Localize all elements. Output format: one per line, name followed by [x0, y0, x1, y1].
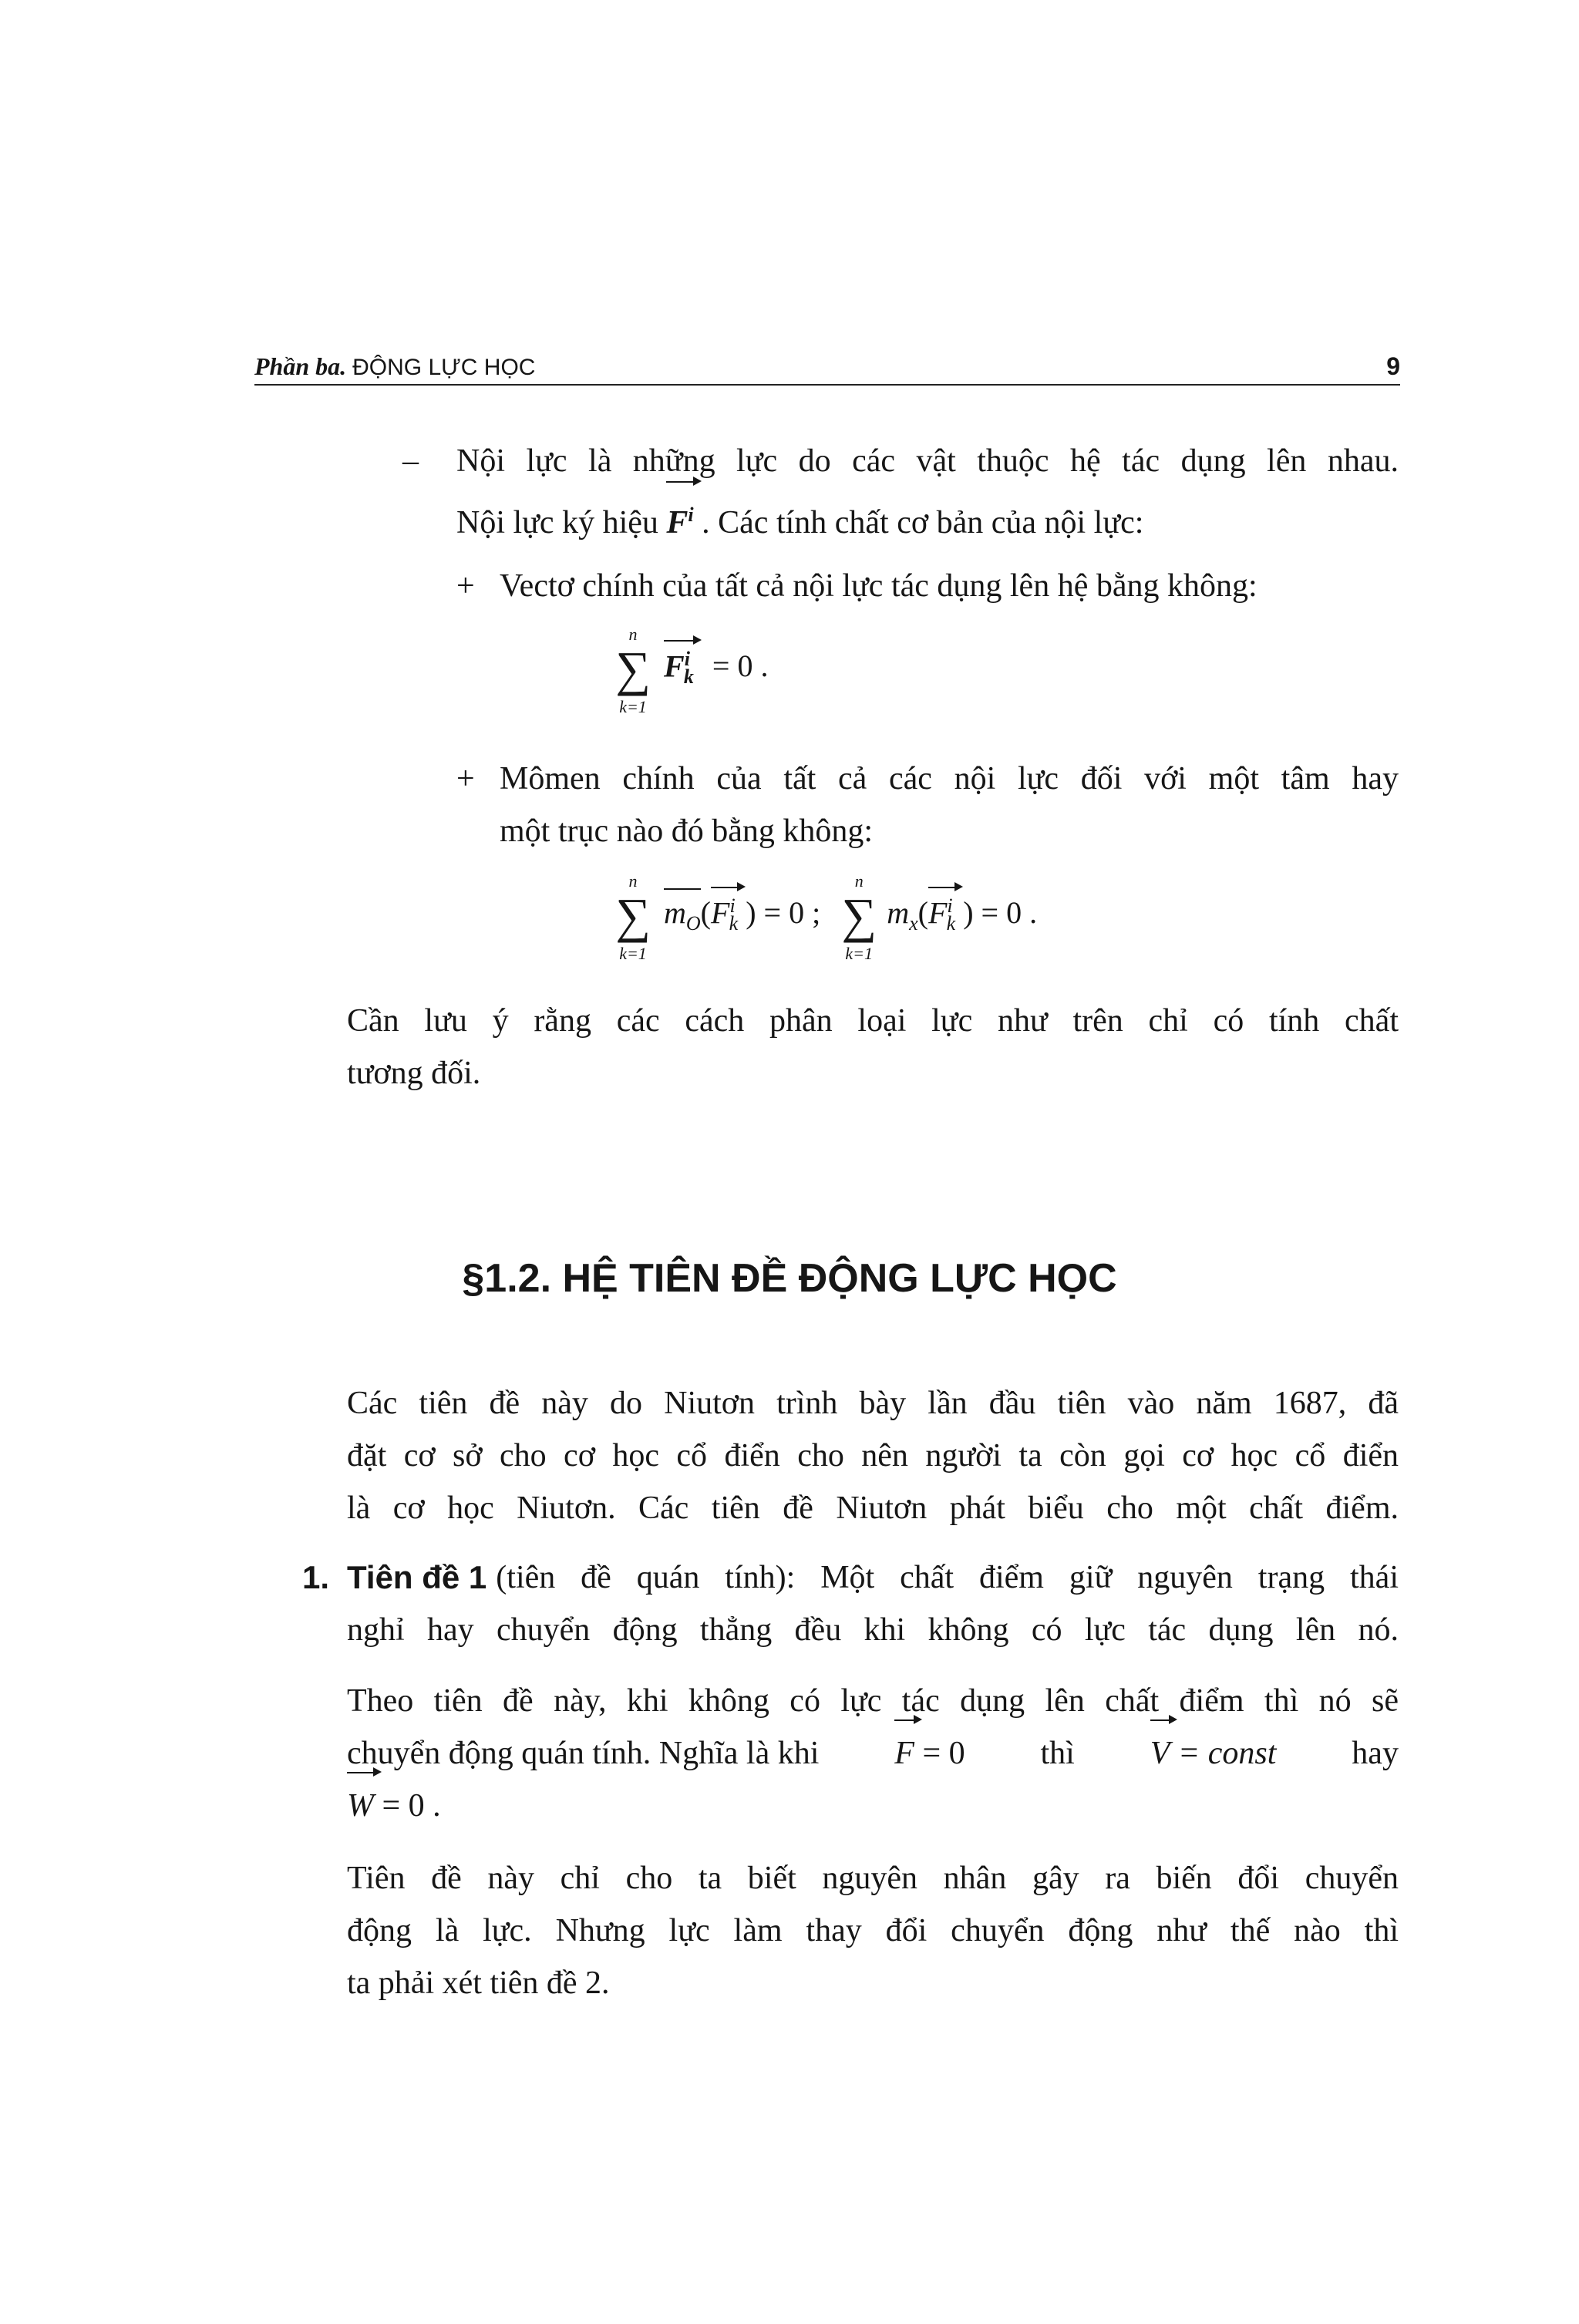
- property-2-line-2: một trục nào đó bằng không:: [500, 813, 874, 849]
- axiom-1-number: 1.: [302, 1559, 330, 1595]
- axiom-1-line-2: nghỉ hay chuyển động thẳng đều khi không có lực tác dụng lên nó.: [347, 1612, 1399, 1648]
- intro-line-2: đặt cơ sở cho cơ học cổ điển cho nên người ta còn gọi cơ học cổ điển: [347, 1438, 1399, 1474]
- axiom-1-label: Tiên đề 1: [347, 1559, 487, 1595]
- intro-line-1: Các tiên đề này do Niutơn trình bày lần đầu tiên vào năm 1687, đã: [347, 1386, 1399, 1421]
- axiom-1-explanation-line-2: chuyển động quán tính. Nghĩa là khi F = 0 thì V = const hay: [347, 1727, 1399, 1780]
- formula-sum-internal-forces: n ∑ k=1 $F^i_k = 0$ .: [613, 645, 768, 694]
- vector-fk-i: $F^i_k$: [928, 894, 956, 935]
- page-number: 9: [1386, 352, 1400, 380]
- vector-fk-i: $F^i_k$: [711, 894, 739, 935]
- note-line-1: Cần lưu ý rằng các cách phân loại lực như trên chỉ có tính chất: [347, 1003, 1399, 1039]
- section-heading: §1.2. HỆ TIÊN ĐỀ ĐỘNG LỰC HỌC: [462, 1256, 1117, 1301]
- axiom-1-explanation-line-1: Theo tiên đề này, khi không có lực tác dụng lên chất điểm thì nó sẽ: [347, 1683, 1399, 1719]
- part-label: Phần ba.: [254, 352, 347, 380]
- axiom-1-note-line-2: động là lực. Nhưng lực làm thay đổi chuyển động như thế nào thì: [347, 1913, 1399, 1948]
- vector-f: F: [894, 1727, 914, 1780]
- vector-w: W: [347, 1780, 374, 1832]
- axiom-1-explanation-line-3: W = 0 .: [347, 1780, 441, 1832]
- plus-bullet-2: +: [456, 761, 475, 797]
- property-2-line-1: Mômen chính của tất cả các nội lực đối với một tâm hay: [500, 761, 1399, 797]
- running-header-title: [254, 352, 535, 381]
- sum-symbol: n ∑ k=1: [615, 871, 651, 963]
- header-rule: [254, 384, 1400, 386]
- intro-line-3: là cơ học Niutơn. Các tiên đề Niutơn phát biểu cho một chất điểm.: [347, 1490, 1399, 1526]
- moment-x: $m_x$: [887, 895, 918, 935]
- axiom-1-note-line-1: Tiên đề này chỉ cho ta biết nguyên nhân gây ra biến đổi chuyển: [347, 1861, 1399, 1896]
- chapter-label: ĐỘNG LỰC HỌC: [352, 355, 536, 380]
- property-1-text: Vectơ chính của tất cả nội lực tác dụng lên hệ bằng không:: [500, 568, 1257, 604]
- internal-forces-line-1: Nội lực là những lực do các vật thuộc hệ tác dụng lên nhau.: [456, 443, 1399, 479]
- axiom-1-note-line-3: ta phải xét tiên đề 2.: [347, 1965, 610, 2001]
- axiom-1-line-1: Tiên đề 1 (tiên đề quán tính): Một chất điểm giữ nguyên trạng thái: [347, 1551, 1399, 1604]
- internal-force-symbol: $F^i$: [666, 489, 693, 549]
- formula-moment-internal-forces: n ∑ k=1 $m_O(F^i_k$ ) = 0 ; n ∑ k=1 $m_x(F^i_k$ ) = 0 .: [613, 891, 1037, 941]
- plus-bullet-1: +: [456, 568, 475, 604]
- running-header: [254, 345, 1400, 386]
- vector-fk-i: $F^i_k$: [664, 647, 694, 689]
- vector-v: V: [1150, 1727, 1170, 1780]
- dash-bullet: –: [402, 443, 419, 479]
- internal-forces-line-2: Nội lực ký hiệu $F^i$ . Các tính chất cơ bản của nội lực:: [456, 489, 1143, 549]
- sum-symbol: n ∑ k=1: [615, 625, 651, 716]
- moment-o: $m_O$: [664, 895, 701, 935]
- sum-symbol: n ∑ k=1: [841, 871, 877, 963]
- note-line-2: tương đối.: [347, 1056, 481, 1091]
